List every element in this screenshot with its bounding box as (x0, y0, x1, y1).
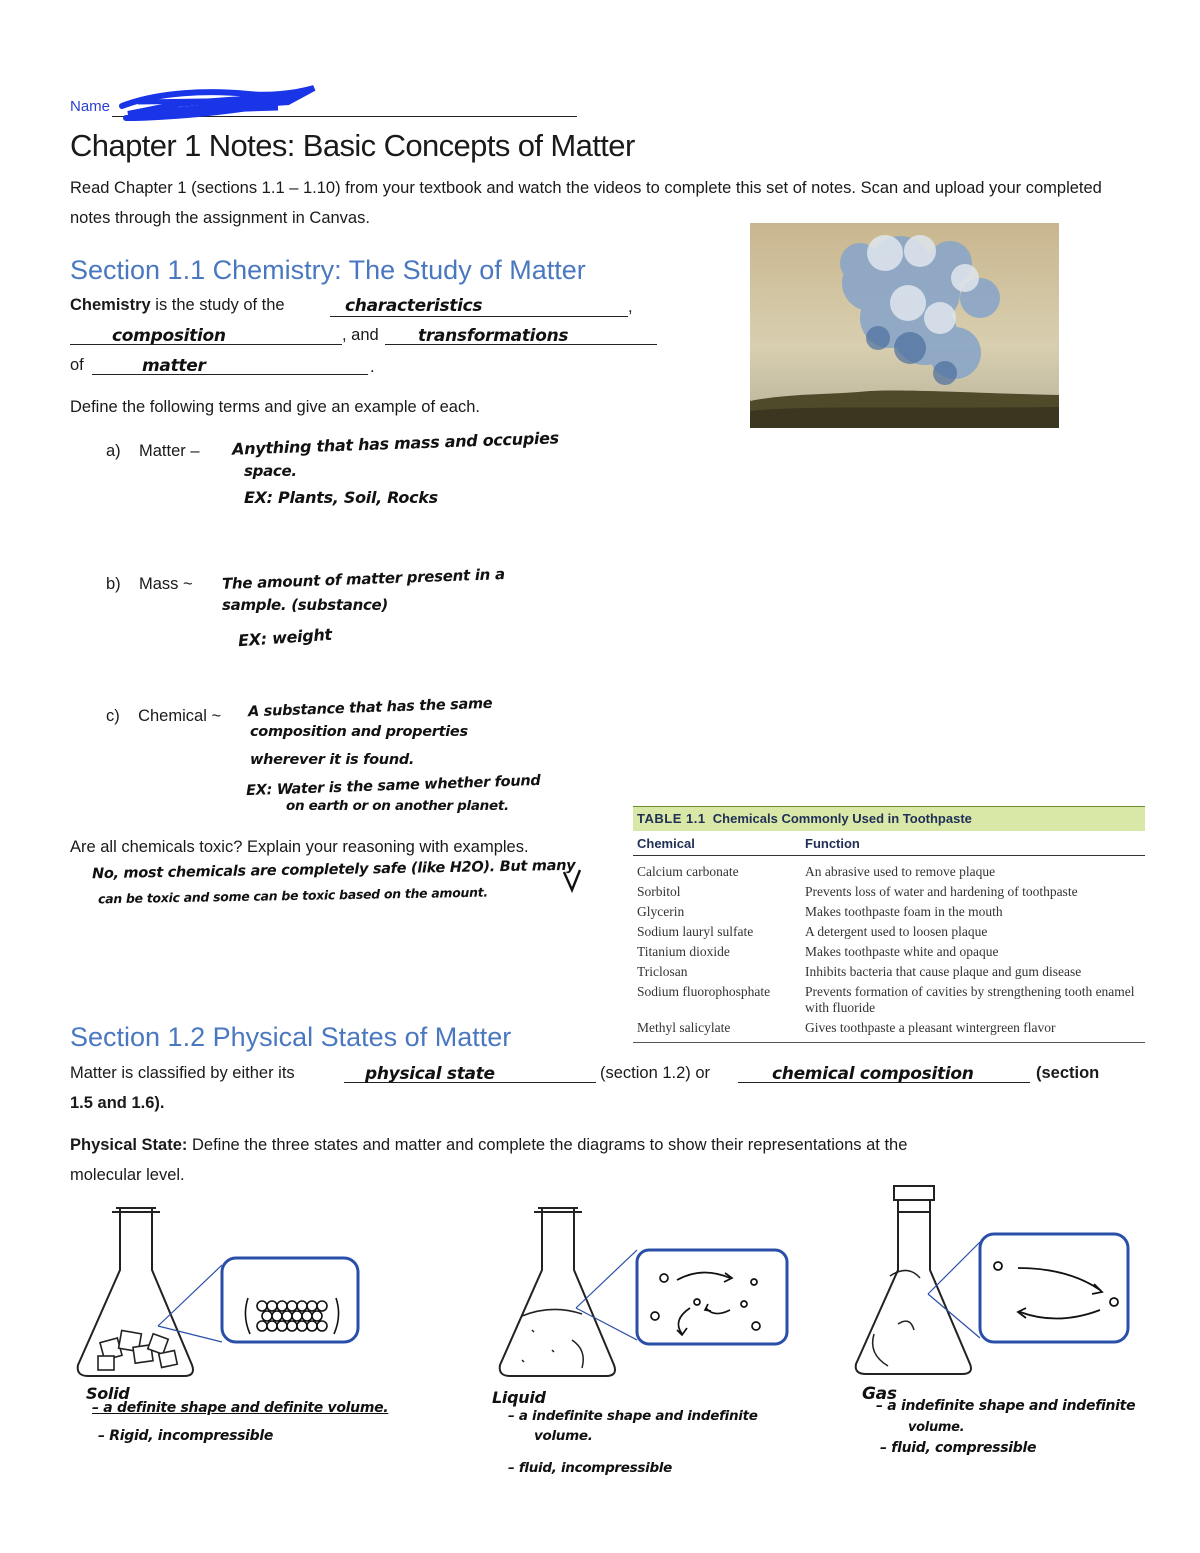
chemical-example-line1: EX: Water is the same whether found (245, 772, 541, 800)
smoke-cloud-photo (750, 223, 1059, 428)
gas-label: Gas (862, 1384, 897, 1404)
answer-transformations: transformations (418, 326, 569, 346)
matter-def-line2: space. (244, 462, 297, 480)
liquid-note-2: volume. (534, 1428, 593, 1444)
physical-state-prompt: Physical State: Define the three states and matter and complete the diagrams to show their representations at the (70, 1136, 908, 1154)
chemistry-bold: Chemistry (70, 296, 151, 314)
classified-pre: Matter is classified by either its (70, 1064, 295, 1082)
chemistry-rest: is the study of the (150, 296, 285, 314)
gas-note-2: volume. (908, 1420, 965, 1435)
blank-4 (92, 360, 368, 375)
toxic-question: Are all chemicals toxic? Explain your reasoning with examples. (70, 838, 529, 856)
term-matter: a) Matter – (106, 442, 200, 460)
name-label: Name (70, 98, 111, 115)
table-row: Methyl salicylate Gives toothpaste a pleasant wintergreen flavor (637, 1020, 1056, 1035)
comma: , (628, 298, 633, 316)
table-caption: TABLE 1.1 Chemicals Commonly Used in Toothpaste (633, 806, 1145, 831)
define-prompt: Define the following terms and give an example of each. (70, 398, 480, 416)
table-row: Glycerin Makes toothpaste foam in the mouth (637, 904, 1003, 919)
check-mark-icon (560, 868, 584, 894)
mass-example: EX: weight (237, 624, 333, 651)
period: . (370, 358, 375, 376)
physical-state-prompt-line2: molecular level. (70, 1166, 185, 1184)
solid-flask-diagram (72, 1200, 362, 1385)
and-text: , and (342, 326, 379, 344)
classified-mid: (section 1.2) or (600, 1064, 711, 1082)
gas-note-1: – a indefinite shape and indefinite (876, 1398, 1136, 1414)
mass-def-line1: The amount of matter present in a (221, 565, 506, 593)
intro-paragraph: Read Chapter 1 (sections 1.1 – 1.10) from your textbook and watch the videos to complete this set of notes. Scan and upload your completed notes through the assignment in Canvas. (70, 179, 1102, 227)
classified-post: (section (1036, 1064, 1100, 1082)
col-chemical-header: Chemical (637, 836, 695, 851)
table-row: Sorbitol Prevents loss of water and hardening of toothpaste (637, 884, 1078, 899)
chemistry-definition-line1 (70, 296, 285, 315)
solid-note-2: – Rigid, incompressible (98, 1428, 274, 1444)
answer-composition: composition (112, 326, 226, 346)
liquid-flask-diagram (492, 1200, 792, 1385)
solid-label: Solid (86, 1384, 130, 1403)
chemical-def-line3: wherever it is found. (250, 752, 415, 768)
table-row: Titanium dioxide Makes toothpaste white and opaque (637, 944, 999, 959)
mass-def-line2: sample. (substance) (222, 596, 388, 614)
liquid-note-3: – fluid, incompressible (508, 1460, 672, 1476)
toxic-answer-line1: No, most chemicals are completely safe (like H2O). But many (91, 857, 576, 883)
liquid-note-1: – a indefinite shape and indefinite (508, 1408, 758, 1424)
section-1-2-heading: Section 1.2 Physical States of Matter (70, 1022, 512, 1052)
answer-chemical-composition: chemical composition (772, 1064, 974, 1084)
matter-example: EX: Plants, Soil, Rocks (244, 488, 438, 507)
toxic-answer-line2: can be toxic and some can be toxic based on the amount. (97, 884, 488, 907)
matter-def-line1: Anything that has mass and occupies (231, 428, 560, 459)
table-row: Calcium carbonate An abrasive used to remove plaque (637, 864, 996, 879)
chemical-example-line2: on earth or on another planet. (286, 798, 509, 814)
answer-physical-state: physical state (365, 1064, 495, 1084)
classified-end: 1.5 and 1.6). (70, 1094, 165, 1112)
answer-matter: matter (142, 356, 206, 376)
of-text: of (70, 356, 84, 374)
page-title: Chapter 1 Notes: Basic Concepts of Matter (70, 128, 635, 163)
table-row: Sodium lauryl sulfate A detergent used to loosen plaque (637, 924, 988, 939)
answer-characteristics: characteristics (345, 296, 483, 316)
table-row: Sodium fluorophosphate Prevents formation of cavities by strengthening tooth enamel with fluoride (637, 984, 1135, 1015)
gas-note-3: – fluid, compressible (880, 1440, 1037, 1456)
table-header (633, 831, 1145, 856)
table-row: Triclosan Inhibits bacteria that cause plaque and gum disease (637, 964, 1082, 979)
solid-note-1: – a definite shape and definite volume. (92, 1400, 389, 1416)
toothpaste-table (633, 806, 1145, 1043)
term-chemical: c) Chemical ~ (106, 707, 222, 725)
term-mass: b) Mass ~ (106, 575, 193, 593)
section-1-1-heading: Section 1.1 Chemistry: The Study of Matter (70, 255, 586, 285)
name-redaction-scribble (118, 84, 318, 124)
chemical-def-line2: composition and properties (250, 724, 468, 740)
col-function-header: Function (805, 836, 860, 851)
gas-flask-diagram (848, 1184, 1138, 1379)
liquid-label: Liquid (492, 1388, 546, 1407)
chemical-def-line1: A substance that has the same (247, 695, 493, 721)
